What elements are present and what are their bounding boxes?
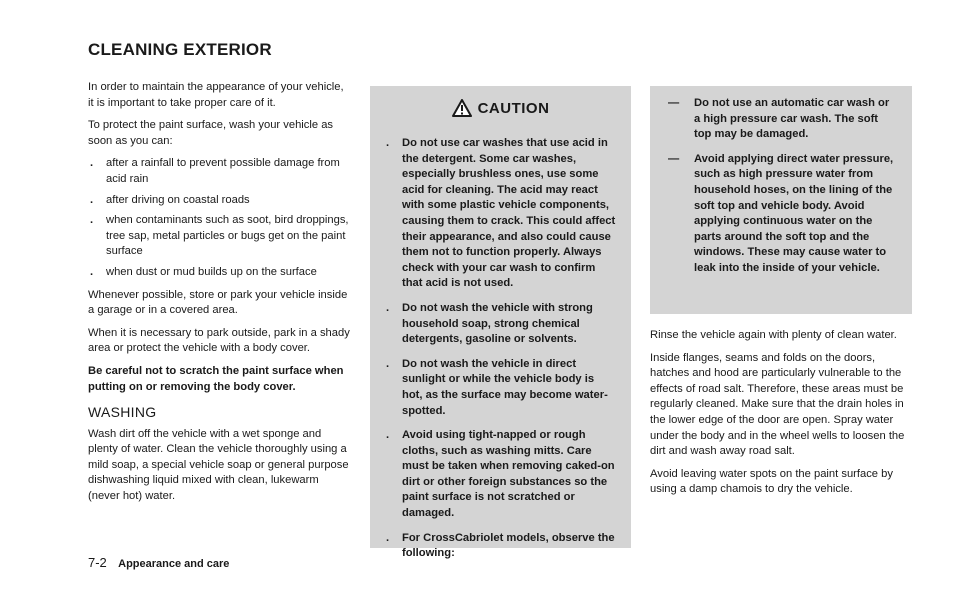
- storage-paragraph: Whenever possible, store or park your vehicle inside a garage or in a covered area.: [88, 288, 348, 317]
- caution-header: [370, 90, 631, 126]
- dash-marker: —: [668, 97, 680, 109]
- list-item: . when dust or mud builds up on the surface: [88, 265, 350, 281]
- bullet-marker: .: [90, 265, 94, 278]
- caution-box-continued: [650, 86, 912, 314]
- list-item: . Do not wash the vehicle with strong household soap, strong chemical detergents, gasoline or solvents.: [386, 301, 593, 346]
- list-item: — Avoid applying direct water pressure, such as high pressure water from household hoses, on the lining of the soft top and vehicle body. Avoid applying continuous water on the parts around the soft top and the windows. These may cause water to leak into the inside of your vehicle.: [668, 152, 894, 274]
- bullet-marker: .: [386, 301, 390, 314]
- list-item: — Do not use an automatic car wash or a high pressure car wash. The soft top may be damaged.: [668, 97, 890, 141]
- rinse-paragraph: Rinse the vehicle again with plenty of clean water.: [650, 329, 897, 341]
- park-outside-paragraph: When it is necessary to park outside, park in a shady area or protect the vehicle with a body cover.: [88, 326, 350, 355]
- list-item: . Do not use car washes that use acid in the detergent. Some car washes, especially brushless ones, use some acid for cleaning. The acid may react with some plastic vehicle components, causing them to crack. This could affect their appearance, and also could cause them not to function properly. Always check with your car wash to confirm that acid is not used.: [386, 137, 616, 290]
- page-number: 7-2: [88, 555, 107, 570]
- bullet-marker: .: [386, 137, 390, 149]
- bullet-marker: .: [386, 357, 390, 370]
- list-item: . when contaminants such as soot, bird droppings, tree sap, metal particles or bugs get on the paint surface: [90, 214, 349, 258]
- road-salt-paragraph: Inside flanges, seams and folds on the doors, hatches and hood are particularly vulnerable to the effects of road salt. Therefore, these areas must be regularly cleaned. Make sure that the drain holes in the lower edge of the door are open. Spray water under the body and in the wheel wells to loosen the dirt and wash away road salt.: [650, 351, 905, 458]
- caution-box: [370, 86, 631, 560]
- right-column: [650, 328, 912, 505]
- section-name: Appearance and care: [118, 558, 230, 570]
- caution-list: [370, 126, 631, 562]
- page-footer: [88, 555, 229, 570]
- body-cover-warning: Be careful not to scratch the paint surface when putting on or removing the body cover.: [88, 364, 344, 393]
- warning-icon: [452, 99, 472, 117]
- left-column: [88, 80, 350, 512]
- bullet-marker: .: [90, 157, 94, 170]
- bullet-marker: .: [90, 214, 94, 227]
- bullet-marker: .: [386, 531, 390, 544]
- protect-paragraph: To protect the paint surface, wash your vehicle as soon as you can:: [88, 119, 334, 147]
- intro-paragraph: In order to maintain the appearance of your vehicle, it is important to take proper care of it.: [88, 81, 344, 109]
- water-spots-paragraph: Avoid leaving water spots on the paint surface by using a damp chamois to dry the vehicle.: [650, 467, 893, 496]
- list-item: . after a rainfall to prevent possible damage from acid rain: [90, 157, 340, 185]
- dash-marker: —: [668, 152, 680, 165]
- caution-title: CAUTION: [477, 99, 550, 117]
- washing-heading: WASHING: [88, 404, 157, 421]
- list-item: . Do not wash the vehicle in direct sunlight or while the vehicle body is hot, as the surface may become water-spotted.: [386, 357, 608, 417]
- bullet-marker: .: [386, 429, 390, 442]
- crosscabriolet-list: [650, 86, 912, 277]
- list-item: . Avoid using tight-napped or rough cloths, such as washing mitts. Care must be taken when removing caked-on dirt or other foreign substances so the paint surface is not scratched or damaged.: [386, 429, 615, 520]
- section-title: CLEANING EXTERIOR: [88, 40, 272, 59]
- list-item: . For CrossCabriolet models, observe the following:: [386, 531, 615, 560]
- wash-conditions-list: [88, 156, 350, 280]
- list-item: . after driving on coastal roads: [88, 193, 350, 209]
- washing-paragraph: Wash dirt off the vehicle with a wet sponge and plenty of water. Clean the vehicle thoroughly using a mild soap, a special vehicle soap or general purpose dishwashing liquid mixed with clean, lukewarm (never hot) water.: [88, 427, 349, 503]
- bullet-marker: .: [90, 193, 94, 206]
